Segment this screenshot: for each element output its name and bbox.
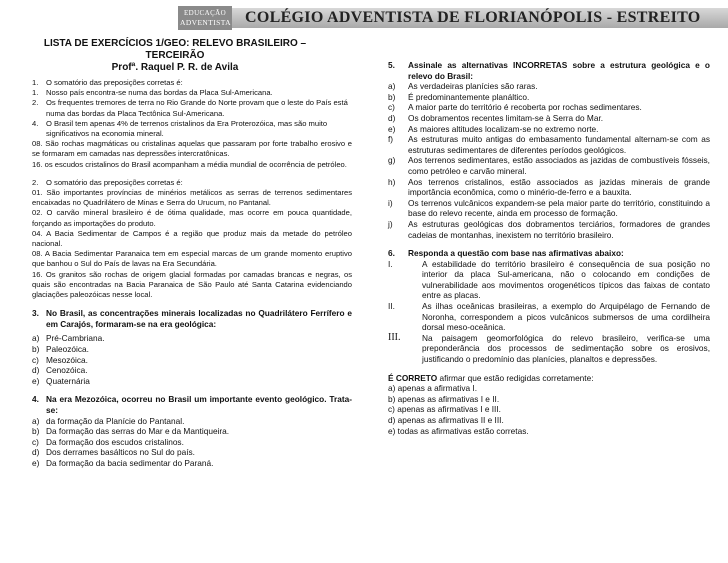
question-5-option [388,134,710,155]
answer-option: b) apenas as afirmativas I e II. [388,393,500,404]
question-number: 2. [32,177,39,187]
option-text: Os terrenos vulcânicos expandem-se pela maior parte do território, constituindo a base do relevo recente, ainda em processo de formação. [408,197,710,219]
option-marker: d) [388,112,396,123]
statement-text: Na paisagem geomorfológica do relevo brasileiro, verifica-se uma preponderância dos processos de sedimentação sobre os erosivos, justificando o predomínio das planícies, planaltos e depressões. [422,332,710,365]
question-2-proposition-08: 08. A Bacia Sedimentar Paranaica tem em especial marcas de um grande momento eruptivo que banhou o Sul do País de lavas na Era Secundária. [32,249,352,269]
school-logo [178,6,232,30]
answer-option: c) apenas as afirmativas I e III. [388,404,501,415]
question-3-option [32,344,352,355]
prompt-text: afirmar que estão redigidas corretamente: [437,372,594,383]
option-marker: f) [388,134,394,145]
option-marker: b) [32,344,40,355]
question-4-option [32,447,352,458]
option-text: Da formação da bacia sedimentar do Paraná. [46,457,214,468]
question-3-head [32,308,352,329]
answer-option: e) todas as afirmativas estão corretas. [388,425,529,436]
teacher-name: Profª. Raquel P. R. de Avila [111,62,239,73]
option-text: da formação da Planície do Pantanal. [46,415,185,426]
option-marker: h) [388,176,396,187]
question-2-head [32,178,352,188]
option-text: As maiores altitudes localizam-se no extremo norte. [408,123,599,134]
question-5-option [388,155,710,176]
option-text: Quaternária [46,375,90,386]
option-marker: a) [388,81,396,92]
document-header [0,0,728,34]
question-3-option [32,333,352,344]
question-2-proposition-02: 02. O carvão mineral brasileiro é de ótima qualidade, mas ocorre em pouca quantidade, forçando as importações do produto. [32,208,352,228]
question-number: 4. [32,394,39,405]
option-marker: i) [388,197,393,208]
question-text: Responda a questão com base nas afirmativas abaixo: [408,248,624,259]
option-text: Da formação dos escudos cristalinos. [46,436,184,447]
question-text: O somatório das preposições corretas é: [46,177,183,187]
question-5-option [388,113,710,124]
option-marker: b) [32,426,40,437]
statement-marker: II. [388,301,395,312]
statement-text: As ilhas oceânicas brasileiras, a exemplo do Arquipélago de Fernando de Noronha, correspondem a picos vulcânicos submersos de uma cordilheira dorsal meso-oceânica. [422,301,710,333]
question-5-option [388,177,710,198]
question-5-option [388,92,710,103]
question-6-statement [388,333,710,365]
option-marker: c) [388,102,395,113]
answer-option: a) apenas a afirmativa I. [388,383,478,394]
option-text: Aos terrenos cristalinos, estão associados as jazidas minerais de grande importância econômica, como o minério-de-ferro e a bauxita. [408,176,710,198]
question-text: No Brasil, as concentrações minerais localizadas no Quadrilátero Ferrífero e em Carajós, formaram-se na era geológica: [46,308,352,329]
item-text: Nosso país encontra-se numa das bordas da Placa Sul-Americana. [46,88,273,98]
question-5-option [388,81,710,92]
option-text: A maior parte do território é recoberta por rochas sedimentares. [408,102,642,113]
question-4-option [32,426,352,437]
prompt-emphasis: É CORRETO [388,372,438,383]
question-number: 3. [32,308,39,319]
item-text: Os frequentes tremores de terra no Rio Grande do Norte provam que o leste do País está numa das bordas da Placa Tectônica Sul-Americana. [46,98,348,118]
item-marker: 4. [32,118,39,128]
item-text: O Brasil tem apenas 4% de terrenos cristalinos da Era Proterozóica, mas são muito significativos na economia mineral. [46,118,328,139]
question-6-prompt [388,373,710,384]
statement-marker: III. [388,331,401,343]
list-title: LISTA DE EXERCÍCIOS 1/GEO: RELEVO BRASILEIRO – TERCEIRÃO [43,38,307,61]
question-5-option [388,124,710,135]
question-3-option [32,376,352,387]
left-column [32,38,352,469]
option-marker: d) [32,365,40,376]
option-text: Os dobramentos recentes limitam-se à Serra do Mar. [408,112,604,123]
option-text: É predominantemente planáltico. [408,91,530,102]
answer-option: d) apenas as afirmativas II e III. [388,415,504,425]
logo-line-1: EDUCAÇÃO [183,9,227,17]
question-6-statement [388,301,710,333]
option-marker: c) [32,436,39,447]
option-text: Da formação das serras do Mar e da Mantiqueira. [46,426,230,437]
question-number: 5. [388,60,395,70]
question-5-option [388,219,710,240]
option-marker: c) [32,354,39,365]
question-2-proposition-04: 04. A Bacia Sedimentar de Campos é a região que produz mais da metade do petróleo nacional. [32,228,352,249]
question-5-head [388,60,710,81]
option-marker: e) [388,123,396,134]
option-text: As estruturas muito antigas do embasamento fundamental alternam-se com as estruturas sedimentares de diferentes períodos geológicos. [408,134,710,155]
question-4-head [32,394,352,415]
option-text: As estruturas geológicas dos dobramentos terciários, formadores de grandes cadeias de montanhas, inexistem no território brasileiro. [408,218,710,240]
option-text: Paleozóica. [46,344,89,355]
item-marker: 1. [32,88,39,98]
statement-text: A estabilidade do território brasileiro é consequência de sua posição no interior da placa Sul-americana, não o colocando em condições de vulnerabilidade aos movimentos orogenéticos típicos das faixas de contato entre as placas. [422,258,710,301]
question-5-option [388,102,710,113]
question-1-head [32,78,352,88]
option-marker: e) [32,375,40,386]
option-marker: a) [32,333,40,344]
option-text: Mesozóica. [46,354,88,365]
option-text: Pré-Cambriana. [46,333,105,344]
question-4-option [32,437,352,448]
item-marker: 2. [32,98,39,108]
question-5-option [388,198,710,219]
option-marker: j) [388,218,393,229]
question-text: Na era Mezozóica, ocorreu no Brasil um importante evento geológico. Trata-se: [46,394,352,416]
option-marker: a) [32,415,40,426]
right-column [388,60,710,436]
option-text: As verdadeiras planícies são raras. [408,81,538,92]
option-text: Cenozóica. [46,365,88,376]
question-1-proposition-16: 16. os escudos cristalinos do Brasil acompanham a média mundial de ocorrência de petróleo. [32,159,347,169]
logo-line-2: ADVENTISTA [180,18,231,27]
question-4-option [32,416,352,427]
question-1-proposition-08: 08. São rochas magmáticas ou cristalinas aquelas que passaram por forte trabalho erosivo e se formaram em camadas nas depressões intercratônicas. [32,139,352,159]
question-3-option [32,365,352,376]
question-2-proposition-16: 16. Os granitos são rochas de origem glacial formadas por camadas brancas e negras, os quais são encontradas na Bacia Paranaica de São Paulo até Santa Catarina evidenciando glaciações paleozóicas nesse local. [32,269,352,300]
option-text: Dos derrames basálticos no Sul do país. [46,447,195,458]
statement-marker: I. [388,258,393,269]
option-marker: d) [32,447,40,458]
question-1-item [32,88,352,98]
option-marker: b) [388,91,396,102]
question-6-statement [388,259,710,301]
option-marker: e) [32,457,40,468]
question-1-item [32,98,352,118]
question-text: Assinale as alternativas INCORRETAS sobre a estrutura geológica e o relevo do Brasil: [408,60,710,81]
option-marker: g) [388,155,396,166]
school-name: COLÉGIO ADVENTISTA DE FLORIANÓPOLIS - ESTREITO [245,9,701,26]
question-4-option [32,458,352,469]
question-6-head [388,248,710,259]
question-number: 6. [388,248,395,259]
question-text: O somatório das preposições corretas é: [46,78,183,87]
question-1-item [32,119,352,139]
question-2-proposition-01: 01. São importantes províncias de minérios metálicos as serras de terrenos sedimentares encaixadas no Quadrilátero de Minas e Serra do Urucum, no Pantanal. [32,188,352,208]
option-text: Aos terrenos sedimentares, estão associados as jazidas de combustíveis fósseis, como petróleo e carvão mineral. [408,155,710,176]
question-3-option [32,355,352,366]
question-number: 1. [32,78,39,87]
